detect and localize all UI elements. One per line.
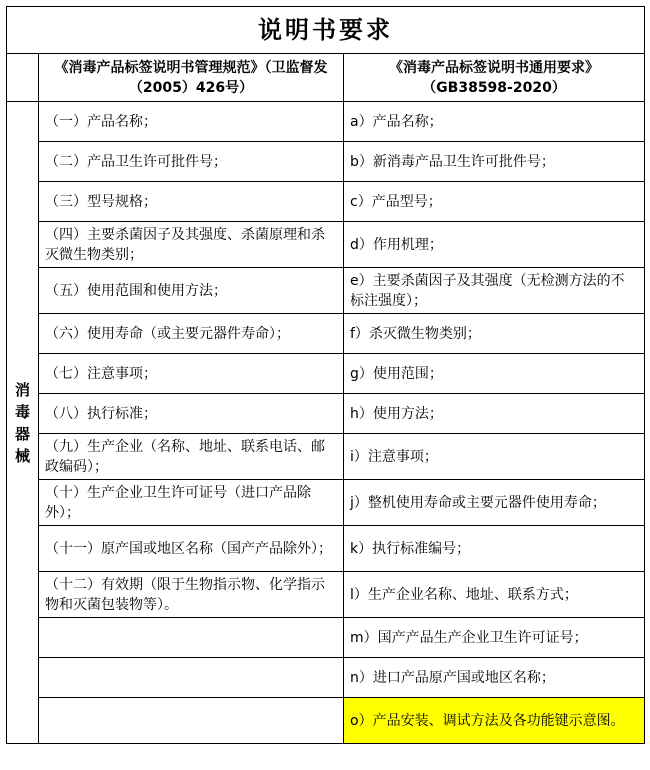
requirements-table (6, 6, 645, 744)
left-cell (39, 698, 344, 744)
left-column-header: 《消毒产品标签说明书管理规范》（卫监督发（2005）426号） (39, 54, 344, 102)
title-row (7, 7, 645, 54)
table-row (7, 102, 645, 142)
table-row (7, 572, 645, 618)
corner-cell (7, 54, 39, 102)
left-cell: （七）注意事项； (39, 354, 344, 394)
right-cell: j）整机使用寿命或主要元器件使用寿命； (344, 480, 645, 526)
left-cell: （十二）有效期（限于生物指示物、化学指示物和灭菌包装物等）。 (39, 572, 344, 618)
left-cell: （九）生产企业（名称、地址、联系电话、邮政编码）； (39, 434, 344, 480)
right-cell: b）新消毒产品卫生许可批件号； (344, 142, 645, 182)
right-cell: h）使用方法； (344, 394, 645, 434)
left-cell: （十一）原产国或地区名称（国产产品除外）； (39, 526, 344, 572)
left-cell: （三）型号规格； (39, 182, 344, 222)
table-row (7, 434, 645, 480)
table-row (7, 526, 645, 572)
table-row (7, 618, 645, 658)
table-row (7, 268, 645, 314)
left-cell: （六）使用寿命（或主要元器件寿命）； (39, 314, 344, 354)
table-row (7, 314, 645, 354)
left-cell: （四）主要杀菌因子及其强度、杀菌原理和杀灭微生物类别； (39, 222, 344, 268)
table-title: 说明书要求 (7, 7, 645, 54)
left-cell (39, 658, 344, 698)
left-cell: （二）产品卫生许可批件号； (39, 142, 344, 182)
left-cell: （八）执行标准； (39, 394, 344, 434)
left-cell (39, 618, 344, 658)
table-row (7, 142, 645, 182)
table-row (7, 698, 645, 744)
table-row (7, 222, 645, 268)
table-row (7, 480, 645, 526)
category-label-cell (7, 102, 39, 744)
right-cell: c）产品型号； (344, 182, 645, 222)
right-cell: k）执行标准编号； (344, 526, 645, 572)
left-cell: （五）使用范围和使用方法； (39, 268, 344, 314)
right-cell: i）注意事项； (344, 434, 645, 480)
right-cell: l）生产企业名称、地址、联系方式； (344, 572, 645, 618)
right-cell: f）杀灭微生物类别； (344, 314, 645, 354)
right-cell: n）进口产品原产国或地区名称； (344, 658, 645, 698)
table-row (7, 354, 645, 394)
right-cell: m）国产产品生产企业卫生许可证号； (344, 618, 645, 658)
left-cell: （十）生产企业卫生许可证号（进口产品除外）； (39, 480, 344, 526)
category-label: 消毒器械 (14, 380, 30, 465)
table-row (7, 394, 645, 434)
right-cell: d）作用机理； (344, 222, 645, 268)
right-column-header: 《消毒产品标签说明书通用要求》（GB38598-2020） (344, 54, 645, 102)
table-row (7, 658, 645, 698)
left-cell: （一）产品名称； (39, 102, 344, 142)
right-cell: a）产品名称； (344, 102, 645, 142)
highlighted-right-cell: o）产品安装、调试方法及各功能键示意图。 (344, 698, 645, 744)
table-row (7, 182, 645, 222)
header-row (7, 54, 645, 102)
right-cell: g）使用范围； (344, 354, 645, 394)
requirements-table-container (6, 6, 644, 762)
right-cell: e）主要杀菌因子及其强度（无检测方法的不标注强度）； (344, 268, 645, 314)
